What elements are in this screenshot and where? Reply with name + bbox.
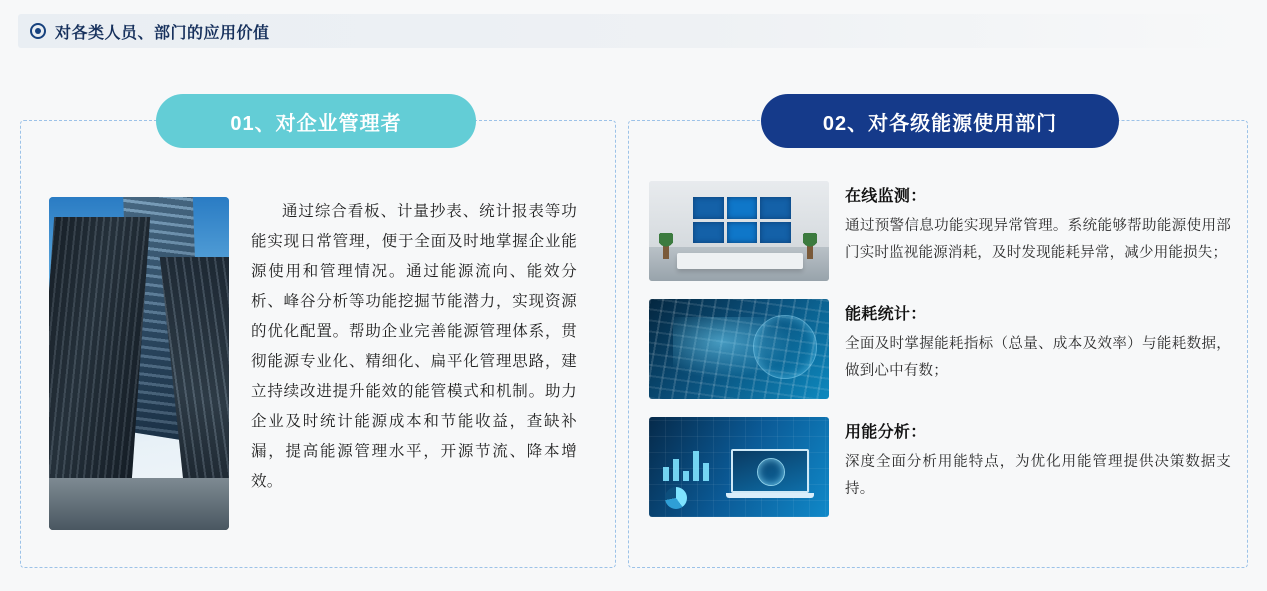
feature-item-energy-analysis [649, 417, 1231, 517]
panel-department-value [628, 112, 1248, 568]
panel-left-body [49, 197, 577, 530]
feature-description: 全面及时掌握能耗指标（总量、成本及效率）与能耗数据，做到心中有数； [845, 336, 1231, 379]
feature-item-online-monitoring [649, 181, 1231, 281]
modern-office-buildings-photo [49, 197, 229, 530]
panel-left-paragraph: 通过综合看板、计量抄表、统计报表等功能实现日常管理，便于全面及时地掌握企业能源使用和管理情况。通过能源流向、能效分析、峰谷分析等功能挖掘节能潜力，实现资源的优化配置。帮助企业完善能源管理体系，贯彻能源专业化、精细化、扁平化管理思路，建立持续改进提升能效的能管模式和机制。助力企业及时统计能源成本和节能收益，查缺补漏，提高能源管理水平，开源节流、降本增效。 [251, 203, 577, 490]
panel-right-title-pill: 02、对各级能源使用部门 [761, 94, 1119, 148]
control-room-monitoring-photo [649, 181, 829, 281]
feature-description: 通过预警信息功能实现异常管理。系统能够帮助能源使用部门实时监视能源消耗，及时发现能耗异常，减少用能损失； [845, 218, 1231, 261]
data-keyboard-photo [649, 299, 829, 399]
page-title: 对各类人员、部门的应用价值 [55, 24, 270, 42]
feature-title: 在线监测： [845, 188, 927, 205]
dashboard-laptop-photo [649, 417, 829, 517]
feature-title: 用能分析： [845, 424, 927, 441]
panel-left-title-pill: 01、对企业管理者 [156, 94, 476, 148]
feature-title: 能耗统计： [845, 306, 927, 323]
target-dot-icon [30, 23, 46, 39]
panel-manager-value [20, 112, 616, 568]
panel-right-body [649, 181, 1231, 535]
feature-description: 深度全面分析用能特点，为优化用能管理提供决策数据支持。 [845, 454, 1231, 497]
section-header [18, 14, 1249, 48]
feature-item-energy-statistics [649, 299, 1231, 399]
